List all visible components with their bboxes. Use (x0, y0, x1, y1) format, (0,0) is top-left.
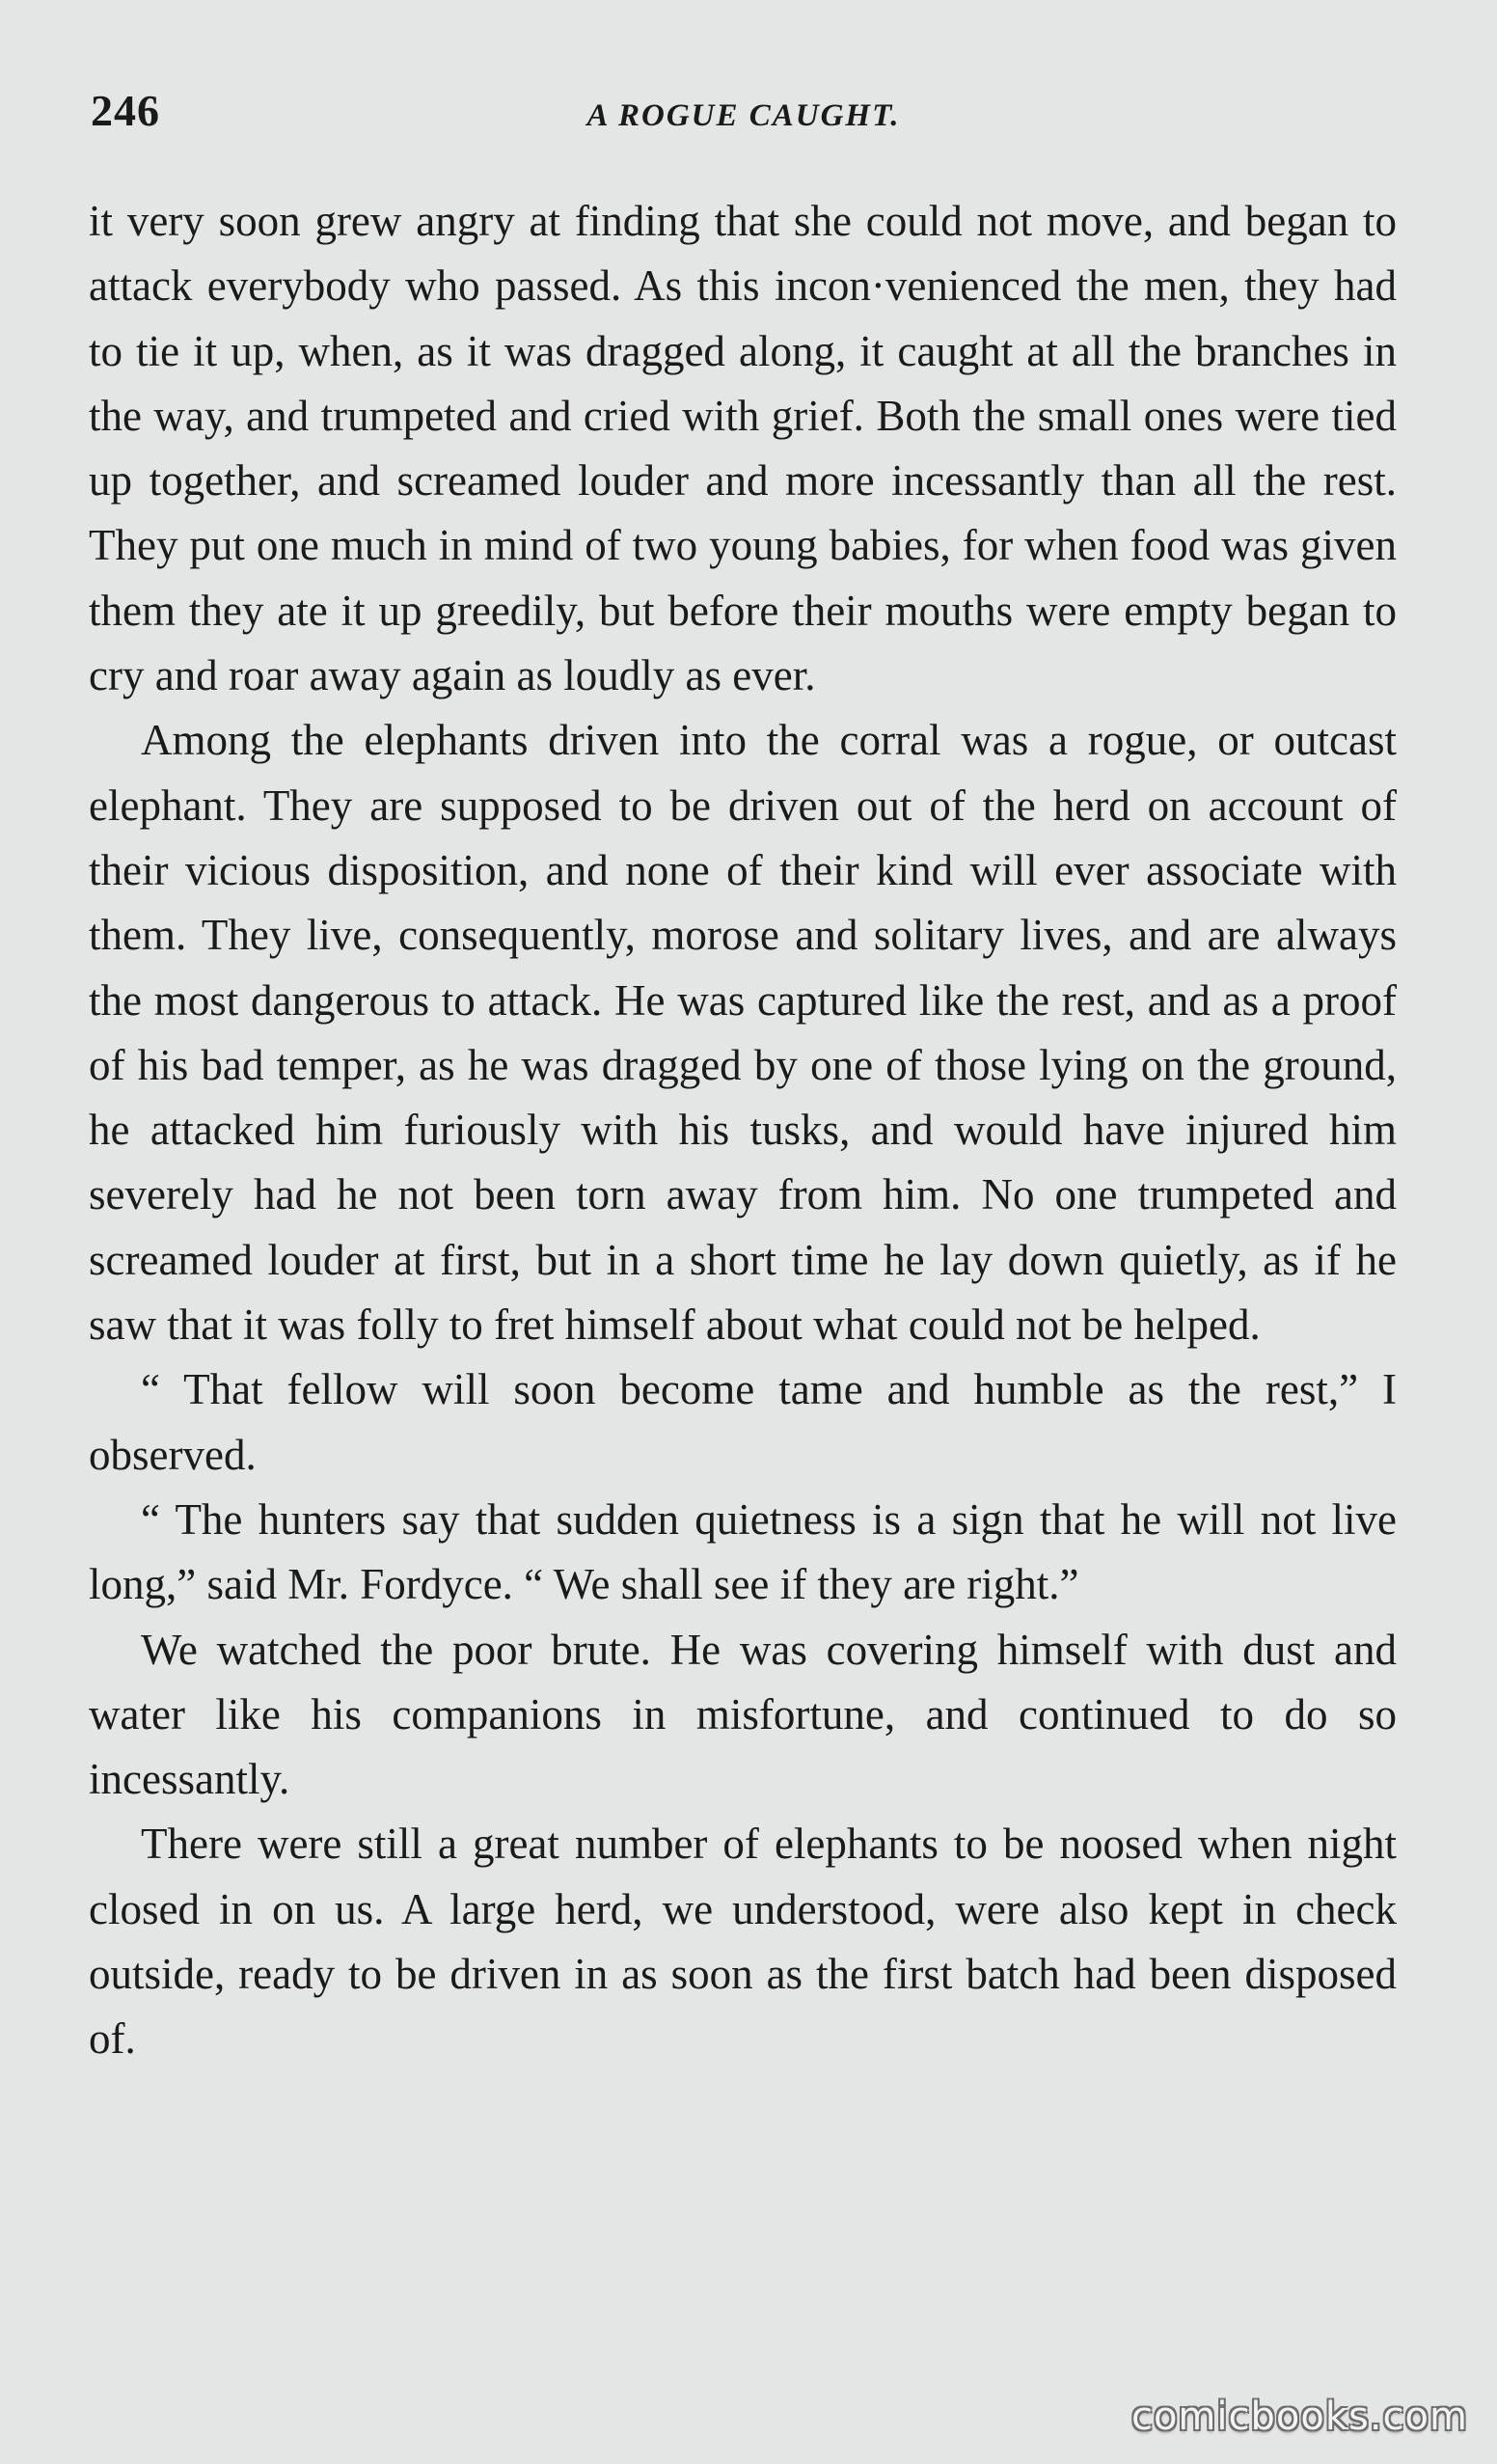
paragraph-watched-brute: We watched the poor brute. He was covering himself with dust and water like his companions in misfortune, and continued to do so incessantly. (89, 1625, 1397, 1804)
paragraph-dialogue-observed: “ That fellow will soon become tame and humble as the rest,” I observed. (89, 1365, 1397, 1479)
paragraph-dialogue-fordyce: “ The hunters say that sudden quietness is a sign that he will not live long,” said Mr. Fordyce. “ We shall see if they are right.” (89, 1494, 1397, 1609)
body-text (89, 189, 1397, 2072)
page-number: 246 (91, 86, 160, 135)
running-head (91, 85, 1397, 143)
watermark: comicbooks.com (1130, 2395, 1468, 2439)
paragraph-night-closed: There were still a great number of elephants to be noosed when night closed in on us. A large herd, we understood, were also kept in check outside, ready to be driven in as soon as the first batch had been disposed of. (89, 1820, 1397, 2064)
paragraph-continued: it very soon grew angry at finding that she could not move, and began to attack everybody who passed. As this incon·venienced the men, they had to tie it up, when, as it was dragged along, it caught at all the branches in the way, and trumpeted and cried with grief. Both the small ones were tied up together, and screamed louder and more incessantly than all the rest. They put one much in mind of two young babies, for when food was given them they ate it up greedily, but before their mouths were empty began to cry and roar away again as loudly as ever. (89, 197, 1397, 700)
running-title: A ROGUE CAUGHT. (586, 98, 901, 133)
paragraph-rogue-elephant: Among the elephants driven into the corral was a rogue, or outcast elephant. They are supposed to be driven out of the herd on account of their vicious disposition, and none of their kind will ever associate with them. They live, consequently, morose and solitary lives, and are always the most dangerous to attack. He was captured like the rest, and as a proof of his bad temper, as he was dragged by one of those lying on the ground, he attacked him furiously with his tusks, and would have injured him severely had he not been torn away from him. No one trumpeted and screamed louder at first, but in a short time he lay down quietly, as if he saw that it was folly to fret himself about what could not be helped. (89, 716, 1397, 1350)
